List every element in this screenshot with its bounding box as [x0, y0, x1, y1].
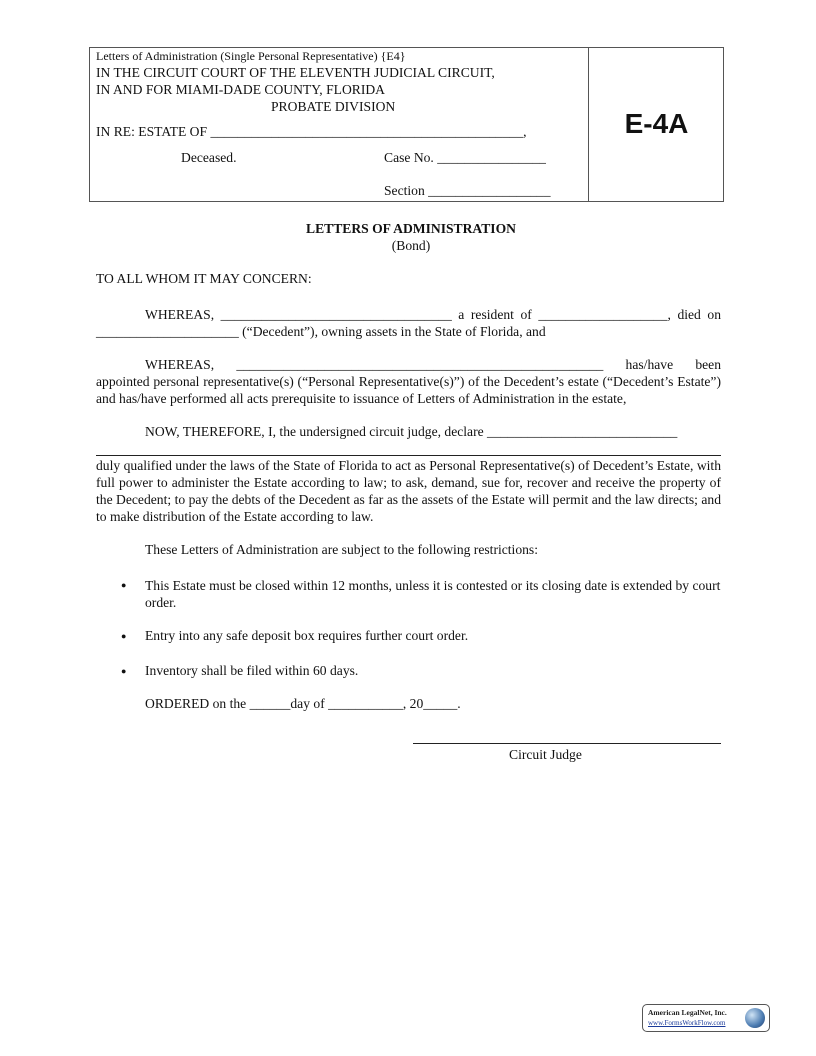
paragraph-now-therefore-rest: duly qualified under the laws of the State of Florida to act as Personal Representative(s) of Decedent’s Estate, with full power to administer the Estate according to law; to ask, demand, sue for, recover and receive the property of the Decedent; to pay the debts of the Decedent as far as the assets of the Estate will permit and the law directs; and to make distribution of the Estate according to law. — [96, 458, 721, 524]
globe-icon — [745, 1008, 765, 1028]
blank-line — [96, 455, 721, 456]
in-re-estate: IN RE: ESTATE OF ______________________________________________, — [96, 124, 527, 139]
document-title: LETTERS OF ADMINISTRATION — [306, 221, 516, 236]
restriction-item: This Estate must be closed within 12 months, unless it is contested or its closing date is extended by court order. — [145, 578, 721, 610]
court-line-2: IN AND FOR MIAMI-DADE COUNTY, FLORIDA — [96, 82, 385, 97]
section-number: Section __________________ — [384, 183, 551, 198]
restriction-item: Entry into any safe deposit box requires further court order. — [145, 628, 469, 643]
court-line-1: IN THE CIRCUIT COURT OF THE ELEVENTH JUDICIAL CIRCUIT, — [96, 65, 495, 80]
restriction-item: Inventory shall be filed within 60 days. — [145, 663, 359, 678]
case-number: Case No. ________________ — [384, 150, 546, 165]
form-title: Letters of Administration (Single Personal Representative) {E4} — [96, 49, 406, 63]
footer-url-link[interactable]: www.FormsWorkFlow.com — [648, 1019, 726, 1027]
bullet-icon: ● — [121, 631, 127, 641]
paragraph-whereas-1: WHEREAS, __________________________________ a resident of ___________________, died on _____________________ (“Decedent”), owning assets in the State of Florida, and — [96, 307, 721, 339]
form-code: E-4A — [624, 108, 689, 139]
bullet-icon: ● — [121, 580, 127, 590]
paragraph-now-therefore-line1: NOW, THEREFORE, I, the undersigned circuit judge, declare ____________________________ — [145, 424, 678, 439]
ordered-date-line: ORDERED on the ______day of ___________, 20_____. — [145, 696, 461, 711]
document-subtitle: (Bond) — [391, 238, 431, 253]
footer-logo — [642, 1004, 770, 1032]
salutation: TO ALL WHOM IT MAY CONCERN: — [96, 271, 312, 286]
bullet-icon: ● — [121, 666, 127, 676]
paragraph-whereas-2: WHEREAS, ______________________________________________________ has/have been appointed personal representative(s) (“Personal Representative(s)”) of the Decedent’s estate (“Decedent’s Estate”) and has/have performed all acts prerequisite to issuance of Letters of Administration in the estate, — [96, 357, 721, 406]
division: PROBATE DIVISION — [271, 99, 396, 114]
footer-company: American LegalNet, Inc. — [648, 1008, 727, 1017]
signature-line — [413, 743, 721, 744]
deceased-label: Deceased. — [181, 150, 237, 165]
restrictions-intro: These Letters of Administration are subject to the following restrictions: — [145, 542, 538, 557]
signature-label: Circuit Judge — [509, 747, 582, 762]
